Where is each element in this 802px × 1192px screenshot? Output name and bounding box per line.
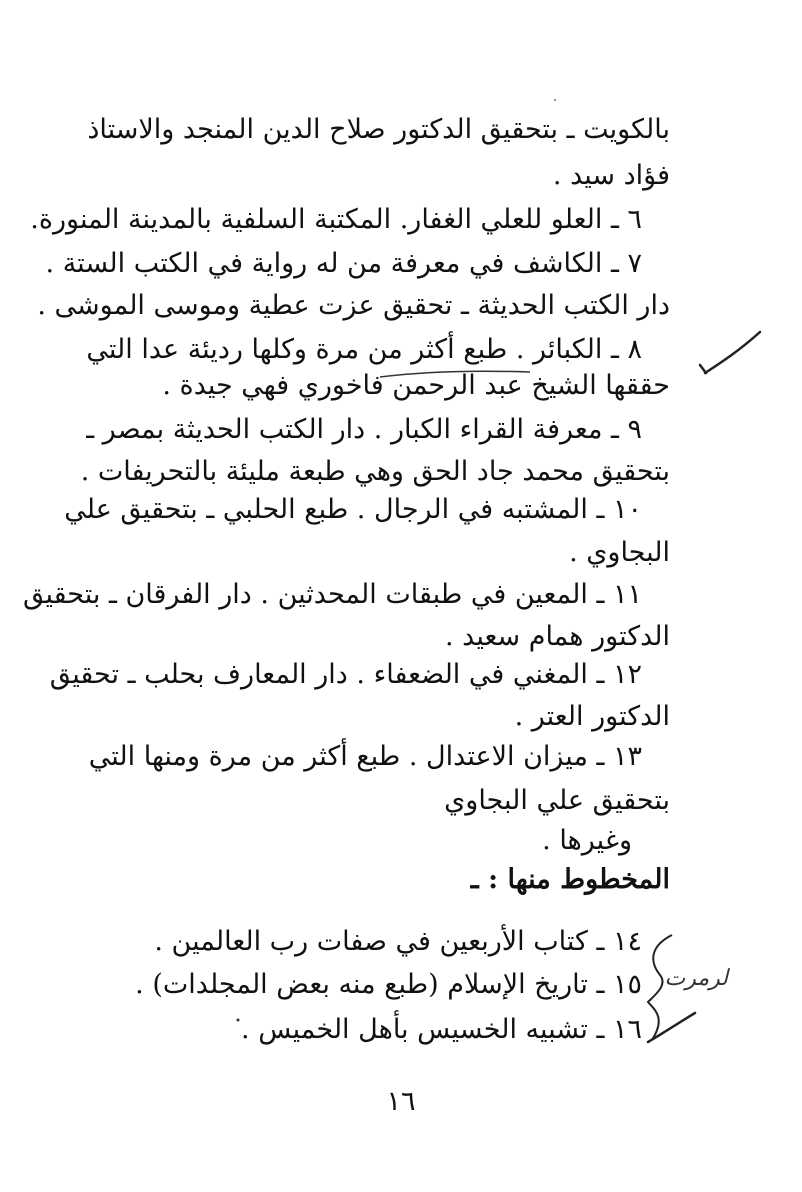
text-line: الدكتور العتر . bbox=[514, 701, 670, 732]
text-line: ٨ ـ الكبائر . طبع أكثر من مرة وكلها رديئة عدا التي bbox=[86, 334, 642, 365]
ink-dot bbox=[554, 99, 556, 101]
text-line: ١٢ ـ المغني في الضعفاء . دار المعارف بحلب ـ تحقيق bbox=[49, 659, 642, 690]
text-line: حققها الشيخ عبد الرحمن فاخوري فهي جيدة . bbox=[162, 370, 670, 401]
section-heading: المخطوط منها : ـ bbox=[470, 864, 670, 895]
text-line: بتحقيق علي البجاوي bbox=[444, 785, 670, 816]
check-mark-icon bbox=[648, 1013, 695, 1042]
text-line: بتحقيق محمد جاد الحق وهي طبعة مليئة بالتحريفات . bbox=[80, 456, 670, 487]
list-item: ١٤ ـ كتاب الأربعين في صفات رب العالمين . bbox=[154, 926, 642, 957]
ink-dot bbox=[237, 1019, 240, 1022]
list-item: ١٥ ـ تاريخ الإسلام (طبع منه بعض المجلدات) . bbox=[135, 969, 642, 1000]
overline-mark bbox=[380, 371, 530, 377]
list-item: ١٦ ـ تشبيه الخسيس بأهل الخميس . bbox=[241, 1014, 642, 1045]
text-line: وغيرها . bbox=[542, 825, 632, 856]
page-number: ١٦ bbox=[386, 1086, 416, 1117]
text-line: ٩ ـ معرفة القراء الكبار . دار الكتب الحديثة بمصر ـ bbox=[86, 414, 642, 445]
text-line: ٧ ـ الكاشف في معرفة من له رواية في الكتب الستة . bbox=[45, 248, 642, 279]
check-mark-icon bbox=[705, 332, 760, 373]
text-line: بالكويت ـ بتحقيق الدكتور صلاح الدين المنجد والاستاذ bbox=[87, 114, 670, 145]
text-line: الدكتور همام سعيد . bbox=[445, 621, 670, 652]
text-line: ١٠ ـ المشتبه في الرجال . طبع الحلبي ـ بتحقيق علي bbox=[64, 494, 642, 525]
text-line: دار الكتب الحديثة ـ تحقيق عزت عطية وموسى الموشى . bbox=[37, 290, 670, 321]
text-line: فؤاد سيد . bbox=[552, 160, 670, 191]
tick-mark-icon bbox=[700, 365, 706, 373]
text-line: ٦ ـ العلو للعلي الغفار. المكتبة السلفية بالمدينة المنورة. bbox=[30, 204, 642, 235]
text-line: البجاوي . bbox=[569, 537, 670, 568]
text-line: ١٣ ـ ميزان الاعتدال . طبع أكثر من مرة ومنها التي bbox=[88, 741, 642, 772]
text-line: ١١ ـ المعين في طبقات المحدثين . دار الفرقان ـ بتحقيق bbox=[22, 579, 642, 610]
handwritten-note: لرمرت bbox=[664, 966, 728, 991]
